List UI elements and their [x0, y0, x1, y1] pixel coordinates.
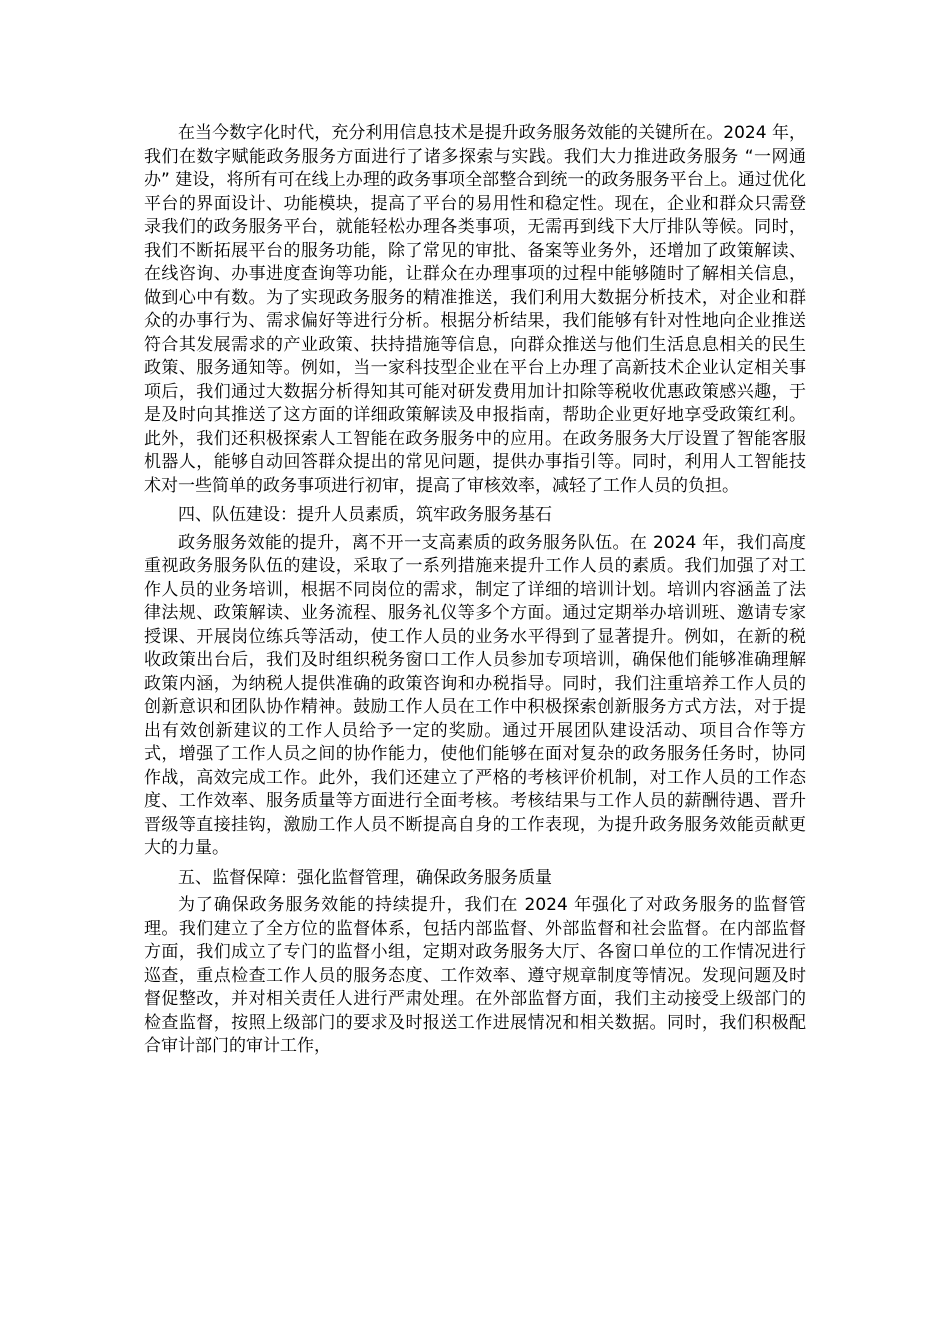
section-heading-team-building: 四、队伍建设：提升人员素质，筑牢政务服务基石	[178, 505, 552, 525]
section-heading-supervision: 五、监督保障：强化监督管理，确保政务服务质量	[178, 867, 552, 888]
body-paragraph-supervision: 为了确保政务服务效能的持续提升，我们在 2024 年强化了对政务服务的监督管理。我们建立了全方位的监督体系，包括内部监督、外部监督和社会监督。在内部监督方面，我们成立了专门的监督小组，定期对政务服务大厅、各窗口单位的工作情况进行巡查，重点检查工作人员的服务态度、工作效率、遵守规章制度等情况。发现问题及时督促整改，并对相关责任人进行严肃处理。在外部监督方面，我们主动接受上级部门的检查监督，按照上级部门的要求及时报送工作进展情况和相关数据。同时，我们积极配合审计部门的审计工作，	[144, 895, 806, 1056]
body-paragraph-team-building: 政务服务效能的提升，离不开一支高素质的政务服务队伍。在 2024 年，我们高度重视政务服务队伍的建设，采取了一系列措施来提升工作人员的素质。我们加强了对工作人员的业务培训，根据不同岗位的需求，制定了详细的培训计划。培训内容涵盖了法律法规、政策解读、业务流程、服务礼仪等多个方面。通过定期举办培训班、邀请专家授课、开展岗位练兵等活动，使工作人员的业务水平得到了显著提升。例如，在新的税收政策出台后，我们及时组织税务窗口工作人员参加专项培训，确保他们能够准确理解政策内涵，为纳税人提供准确的政策咨询和办税指导。同时，我们注重培养工作人员的创新意识和团队协作精神。鼓励工作人员在工作中积极探索创新服务方式方法，对于提出有效创新建议的工作人员给予一定的奖励。通过开展团队建设活动、项目合作等方式，增强了工作人员之间的协作能力，使他们能够在面对复杂的政务服务任务时，协同作战，高效完成工作。此外，我们还建立了严格的考核评价机制，对工作人员的工作态度、工作效率、服务质量等方面进行全面考核。考核结果与工作人员的薪酬待遇、晋升晋级等直接挂钩，激励工作人员不断提高自身的工作表现，为提升政务服务效能贡献更大的力量。	[144, 532, 806, 858]
document-page	[144, 122, 806, 1059]
body-paragraph-digital-empowerment: 在当今数字化时代，充分利用信息技术是提升政务服务效能的关键所在。2024 年，我们在数字赋能政务服务方面进行了诸多探索与实践。我们大力推进政务服务 “一网通办” 建设，将所有可在线上办理的政务事项全部整合到统一的政务服务平台上。通过优化平台的界面设计、功能模块，提高了平台的易用性和稳定性。现在，企业和群众只需登录我们的政务服务平台，就能轻松办理各类事项，无需再到线下大厅排队等候。同时，我们不断拓展平台的服务功能，除了常见的审批、备案等业务外，还增加了政策解读、在线咨询、办事进度查询等功能，让群众在办理事项的过程中能够随时了解相关信息，做到心中有数。为了实现政务服务的精准推送，我们利用大数据分析技术，对企业和群众的办事行为、需求偏好等进行分析。根据分析结果，我们能够有针对性地向企业推送符合其发展需求的产业政策、扶持措施等信息，向群众推送与他们生活息息相关的民生政策、服务通知等。例如，当一家科技型企业在平台上办理了高新技术企业认定相关事项后，我们通过大数据分析得知其可能对研发费用加计扣除等税收优惠政策感兴趣，于是及时向其推送了这方面的详细政策解读及申报指南，帮助企业更好地享受政策红利。此外，我们还积极探索人工智能在政务服务中的应用。在政务服务大厅设置了智能客服机器人，能够自动回答群众提出的常见问题，提供办事指引等。同时，利用人工智能技术对一些简单的政务事项进行初审，提高了审核效率，减轻了工作人员的负担。	[144, 123, 806, 496]
